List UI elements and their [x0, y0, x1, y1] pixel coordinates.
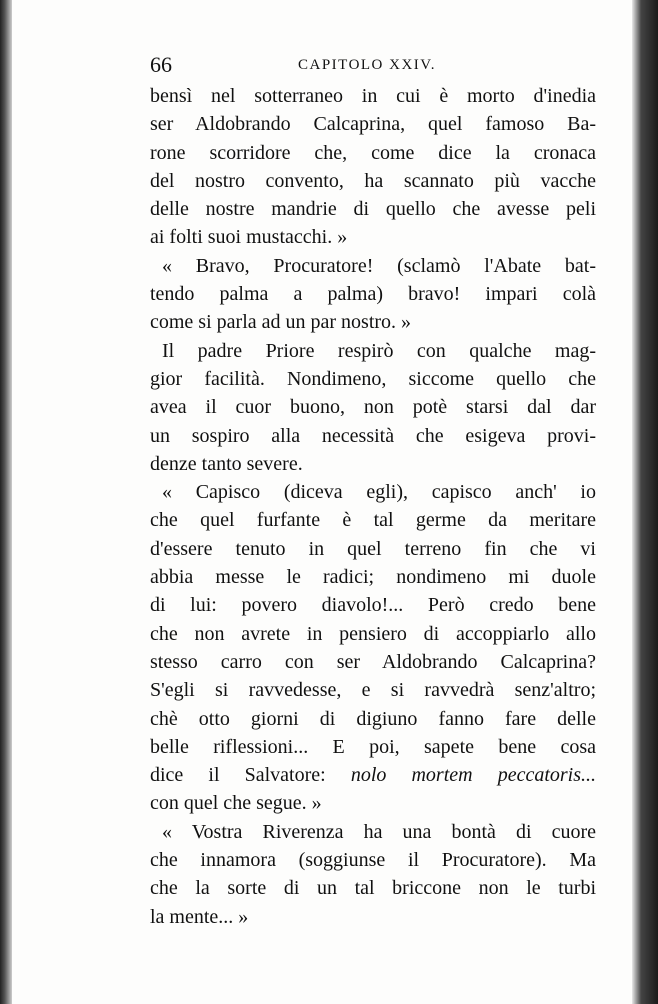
- text-line: denze tanto severe.: [150, 452, 303, 475]
- text-line: che non avrete in pensiero di accoppiarlo allo: [150, 622, 596, 645]
- text-line: che innamora (soggiunse il Procuratore). Ma: [150, 849, 596, 872]
- text-line: « Bravo, Procuratore! (sclamò l'Abate bat-: [162, 254, 596, 277]
- text-line: delle nostre mandrie di quello che avesse peli: [150, 198, 596, 221]
- line-text: dice il Salvatore:: [150, 764, 326, 787]
- body-text: [150, 82, 596, 931]
- text-line: chè otto giorni di digiuno fanno fare delle: [150, 707, 596, 730]
- text-line: belle riflessioni... E poi, sapete bene cosa: [150, 735, 596, 758]
- text-line: del nostro convento, ha scannato più vacche: [150, 169, 596, 192]
- text-line: « Capisco (diceva egli), capisco anch' io: [162, 481, 596, 504]
- text-line: « Vostra Riverenza ha una bontà di cuore: [162, 820, 596, 843]
- text-line: ai folti suoi mustacchi. »: [150, 226, 348, 249]
- text-line: S'egli si ravvedesse, e si ravvedrà senz'altro;: [150, 679, 596, 702]
- text-line: tendo palma a palma) bravo! impari colà: [150, 283, 596, 306]
- text-line: abbia messe le radici; nondimeno mi duole: [150, 566, 596, 589]
- text-line: con quel che segue. »: [150, 792, 322, 815]
- text-line: [150, 761, 596, 789]
- text-line: Il padre Priore respirò con qualche mag-: [162, 339, 596, 362]
- scan-edge-left: [0, 0, 12, 1004]
- running-head: CAPITOLO XXIV.: [298, 57, 436, 73]
- text-line: un sospiro alla necessità che esigeva provi-: [150, 424, 596, 447]
- page-header: [150, 52, 440, 80]
- latin-quote: nolo mortem peccatoris...: [350, 764, 596, 787]
- text-line: di lui: povero diavolo!... Però credo bene: [150, 594, 596, 617]
- text-line: ser Aldobrando Calcaprina, quel famoso Ba-: [150, 113, 596, 136]
- scan-edge-right: [632, 0, 658, 1004]
- text-line: rone scorridore che, come dice la cronaca: [150, 141, 596, 164]
- text-line: stesso carro con ser Aldobrando Calcaprina?: [150, 650, 596, 673]
- text-line: che quel furfante è tal germe da meritare: [150, 509, 596, 532]
- text-line: come si parla ad un par nostro. »: [150, 311, 412, 334]
- text-line: bensì nel sotterraneo in cui è morto d'inedia: [150, 85, 596, 107]
- text-line: gior facilità. Nondimeno, siccome quello che: [150, 367, 596, 390]
- text-line: la mente... »: [150, 905, 249, 928]
- text-line: che la sorte di un tal briccone non le turbi: [150, 877, 596, 900]
- page-number: 66: [150, 52, 172, 77]
- text-line: d'essere tenuto in quel terreno fin che vi: [150, 537, 596, 560]
- text-line: avea il cuor buono, non potè starsi dal dar: [150, 396, 596, 419]
